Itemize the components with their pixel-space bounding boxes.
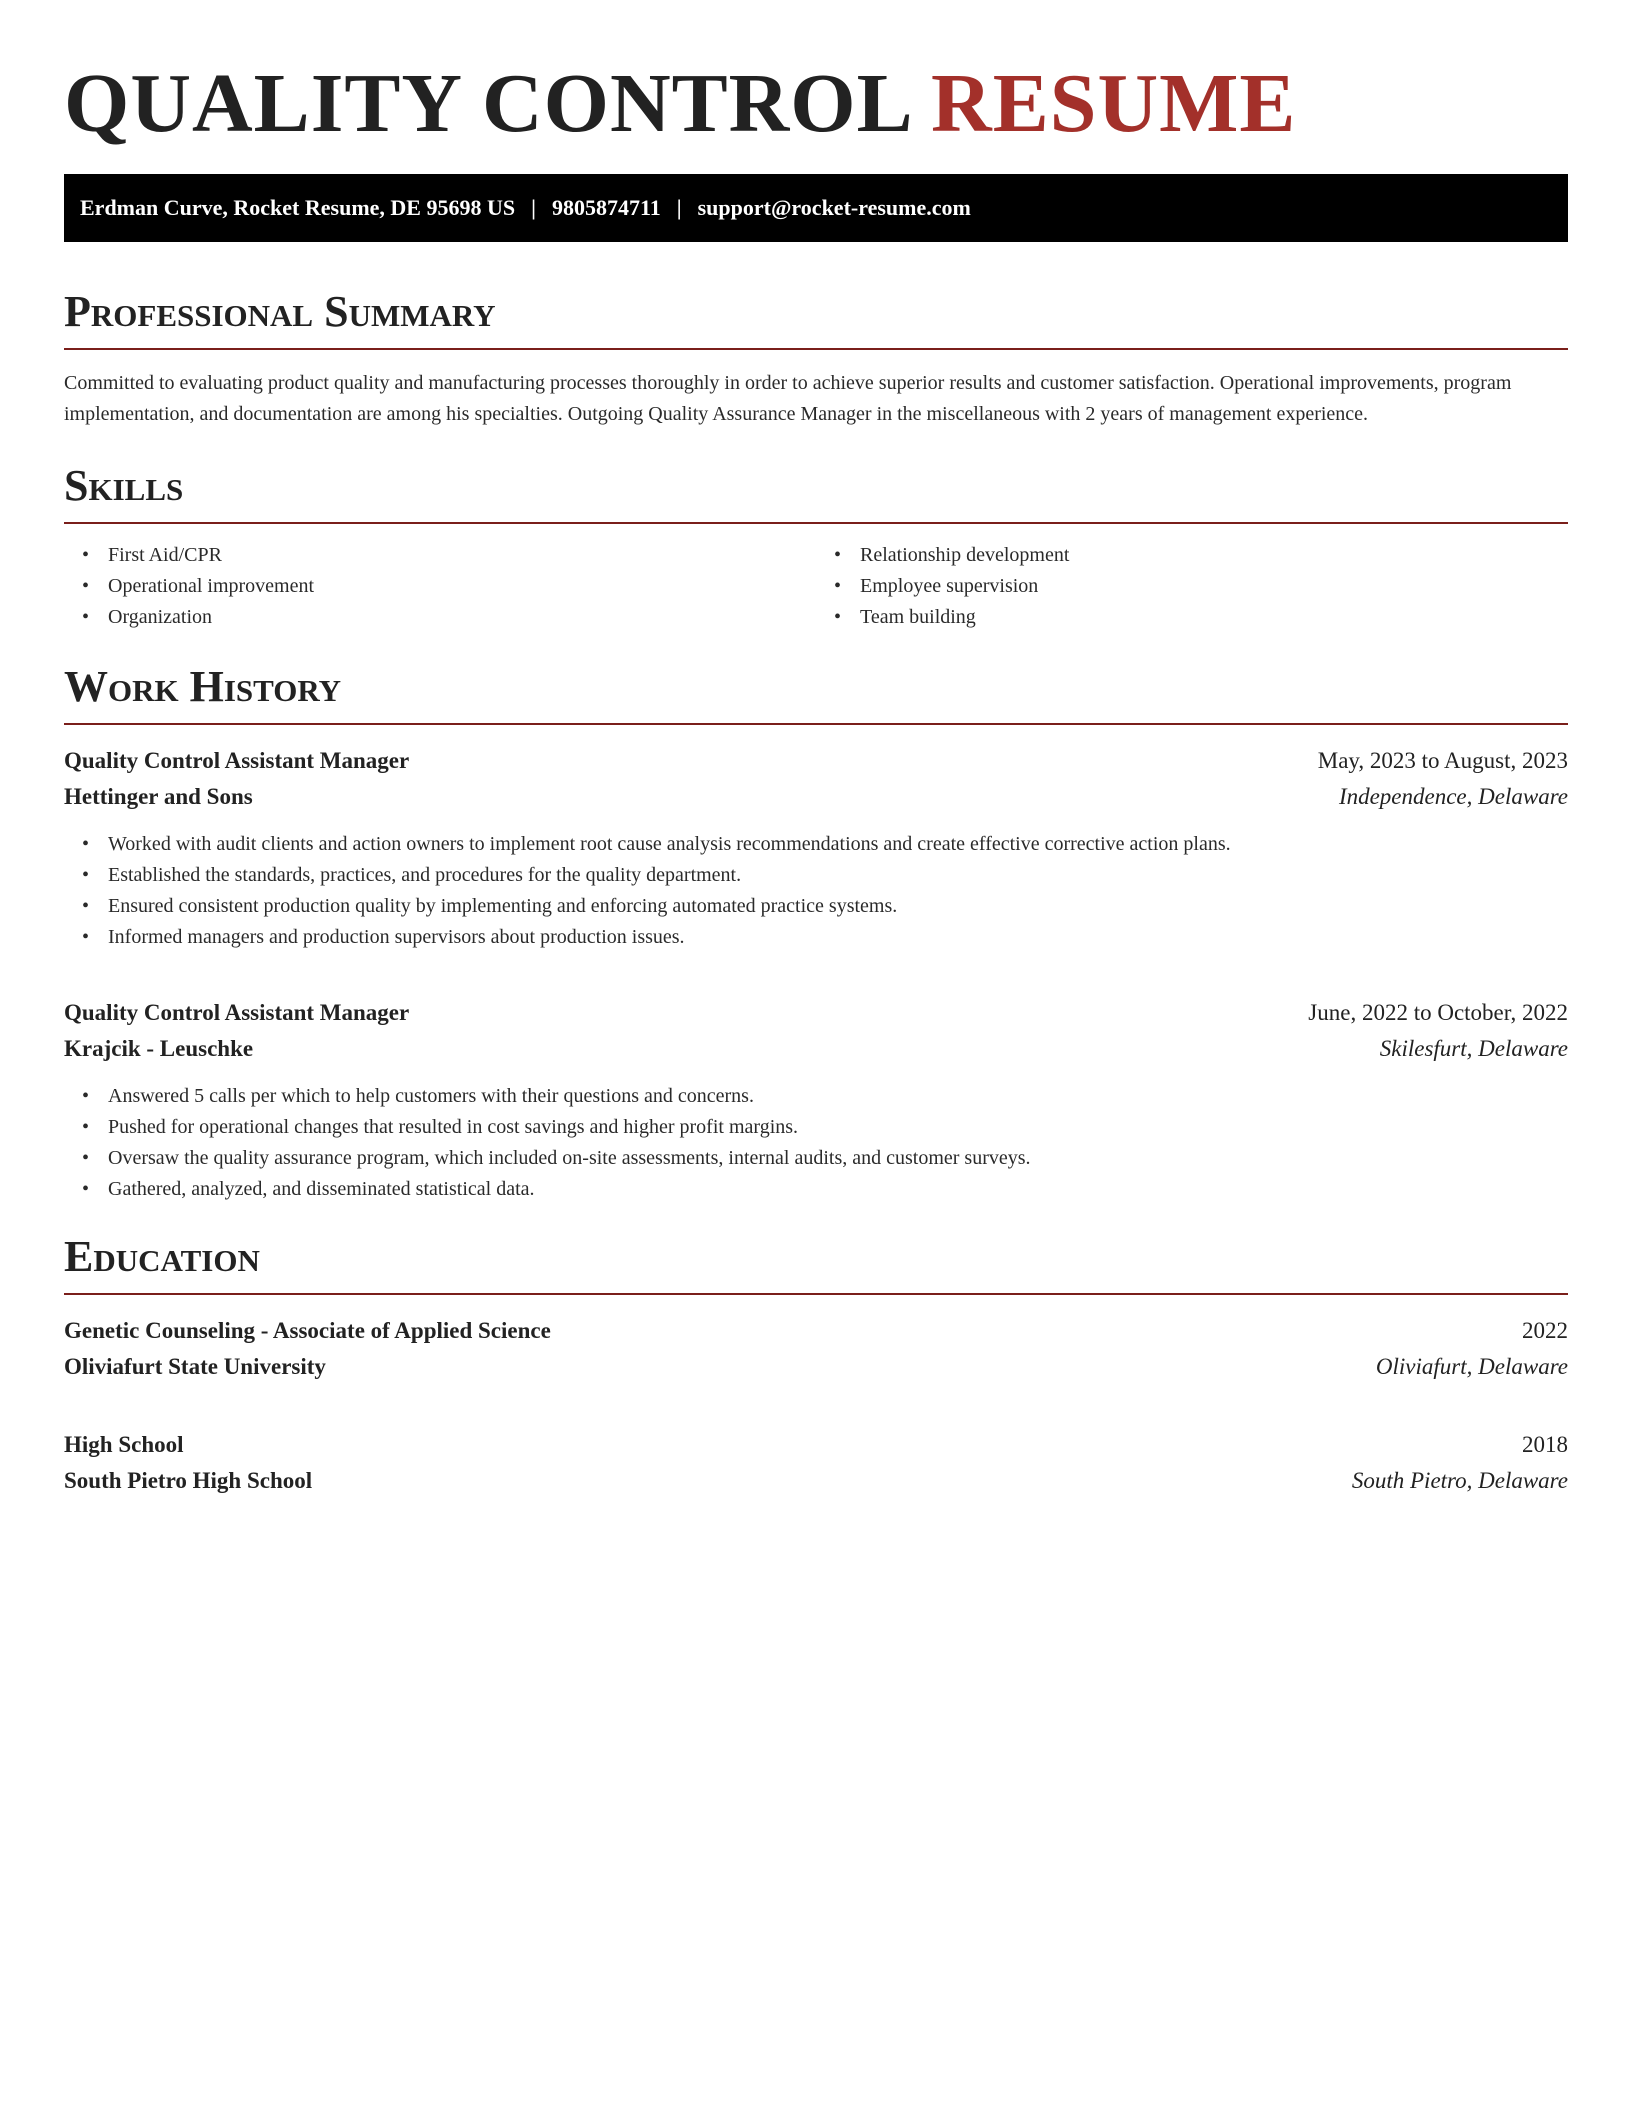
job-company: Hettinger and Sons: [64, 784, 253, 809]
education-year: 2022: [1522, 1318, 1568, 1343]
job-bullet: • Worked with audit clients and action owners to implement root cause analysis recommendations and create effective corrective action plans.: [64, 829, 1568, 860]
contact-address: Erdman Curve, Rocket Resume, DE 95698 US: [80, 195, 516, 220]
education-degree-row: [64, 1313, 1568, 1349]
job-bullet: • Oversaw the quality assurance program, which included on-site assessments, internal audits, and customer surveys.: [64, 1143, 1568, 1174]
education-school: Oliviafurt State University: [64, 1354, 326, 1379]
education-degree: High School: [64, 1432, 184, 1457]
education-section: [64, 1231, 1568, 1499]
contact-separator: |: [531, 195, 536, 220]
education-school-row: [64, 1349, 1568, 1385]
job-bullet: • Informed managers and production supervisors about production issues.: [64, 922, 1568, 953]
summary-text: Committed to evaluating product quality and manufacturing processes thoroughly in order to achieve superior results and customer satisfaction. Operational improvements, program implementation, and documentation are among his specialties. Outgoing Quality Assurance Manager in the miscellaneous with 2 years of management experience.: [64, 372, 1512, 425]
education-location: South Pietro, Delaware: [1351, 1468, 1568, 1493]
job-bullet: • Answered 5 calls per which to help customers with their questions and concerns.: [64, 1081, 1568, 1112]
contact-bar: [64, 174, 1568, 242]
job-company-row: [64, 779, 1568, 815]
skills-grid: [64, 540, 1568, 633]
section-divider: [64, 348, 1568, 350]
summary-section: [64, 286, 1568, 430]
job-location: Independence, Delaware: [1338, 784, 1568, 809]
job-entry: [64, 743, 1568, 953]
contact-email: support@rocket-resume.com: [697, 195, 971, 220]
skill-item: • Team building: [816, 602, 1568, 633]
job-bullets: [64, 829, 1568, 953]
skill-item: • Relationship development: [816, 540, 1568, 571]
contact-phone: 9805874711: [551, 195, 661, 220]
skills-column-right: [816, 540, 1568, 633]
education-heading: Education: [64, 1232, 260, 1281]
work-heading: Work History: [64, 662, 342, 711]
job-header-row: [64, 743, 1568, 779]
education-degree: Genetic Counseling - Associate of Applied Science: [64, 1318, 551, 1343]
education-degree-row: [64, 1427, 1568, 1463]
section-divider: [64, 522, 1568, 524]
skills-column-left: [64, 540, 816, 633]
job-company: Krajcik - Leuschke: [64, 1036, 254, 1061]
job-bullet: • Pushed for operational changes that resulted in cost savings and higher profit margins.: [64, 1112, 1568, 1143]
job-bullets: [64, 1081, 1568, 1205]
work-section: [64, 661, 1568, 1205]
section-divider: [64, 1293, 1568, 1295]
skills-heading: Skills: [64, 461, 184, 510]
contact-separator: |: [676, 195, 682, 220]
skill-item: • Operational improvement: [64, 571, 816, 602]
job-bullet: • Ensured consistent production quality by implementing and enforcing automated practice systems.: [64, 891, 1568, 922]
job-bullet: • Established the standards, practices, and procedures for the quality department.: [64, 860, 1568, 891]
skill-item: • Employee supervision: [816, 571, 1568, 602]
title-accent: RESUME: [931, 57, 1297, 150]
education-year: 2018: [1522, 1432, 1568, 1457]
education-school: South Pietro High School: [64, 1468, 313, 1493]
section-divider: [64, 723, 1568, 725]
job-dates: June, 2022 to October, 2022: [1308, 1000, 1568, 1025]
skill-item: • Organization: [64, 602, 816, 633]
title-main: QUALITY CONTROL: [64, 57, 910, 150]
job-bullet: • Gathered, analyzed, and disseminated statistical data.: [64, 1174, 1568, 1205]
job-company-row: [64, 1031, 1568, 1067]
job-location: Skilesfurt, Delaware: [1379, 1036, 1568, 1061]
job-dates: May, 2023 to August, 2023: [1317, 748, 1568, 773]
summary-heading: Professional Summary: [64, 287, 496, 336]
job-title: Quality Control Assistant Manager: [64, 748, 410, 773]
education-school-row: [64, 1463, 1568, 1499]
education-entry: [64, 1313, 1568, 1385]
education-location: Oliviafurt, Delaware: [1375, 1354, 1568, 1379]
education-entry: [64, 1427, 1568, 1499]
skills-section: [64, 460, 1568, 633]
resume-title: [64, 0, 1568, 150]
skill-item: • First Aid/CPR: [64, 540, 816, 571]
job-entry: [64, 995, 1568, 1205]
job-title: Quality Control Assistant Manager: [64, 1000, 410, 1025]
job-header-row: [64, 995, 1568, 1031]
